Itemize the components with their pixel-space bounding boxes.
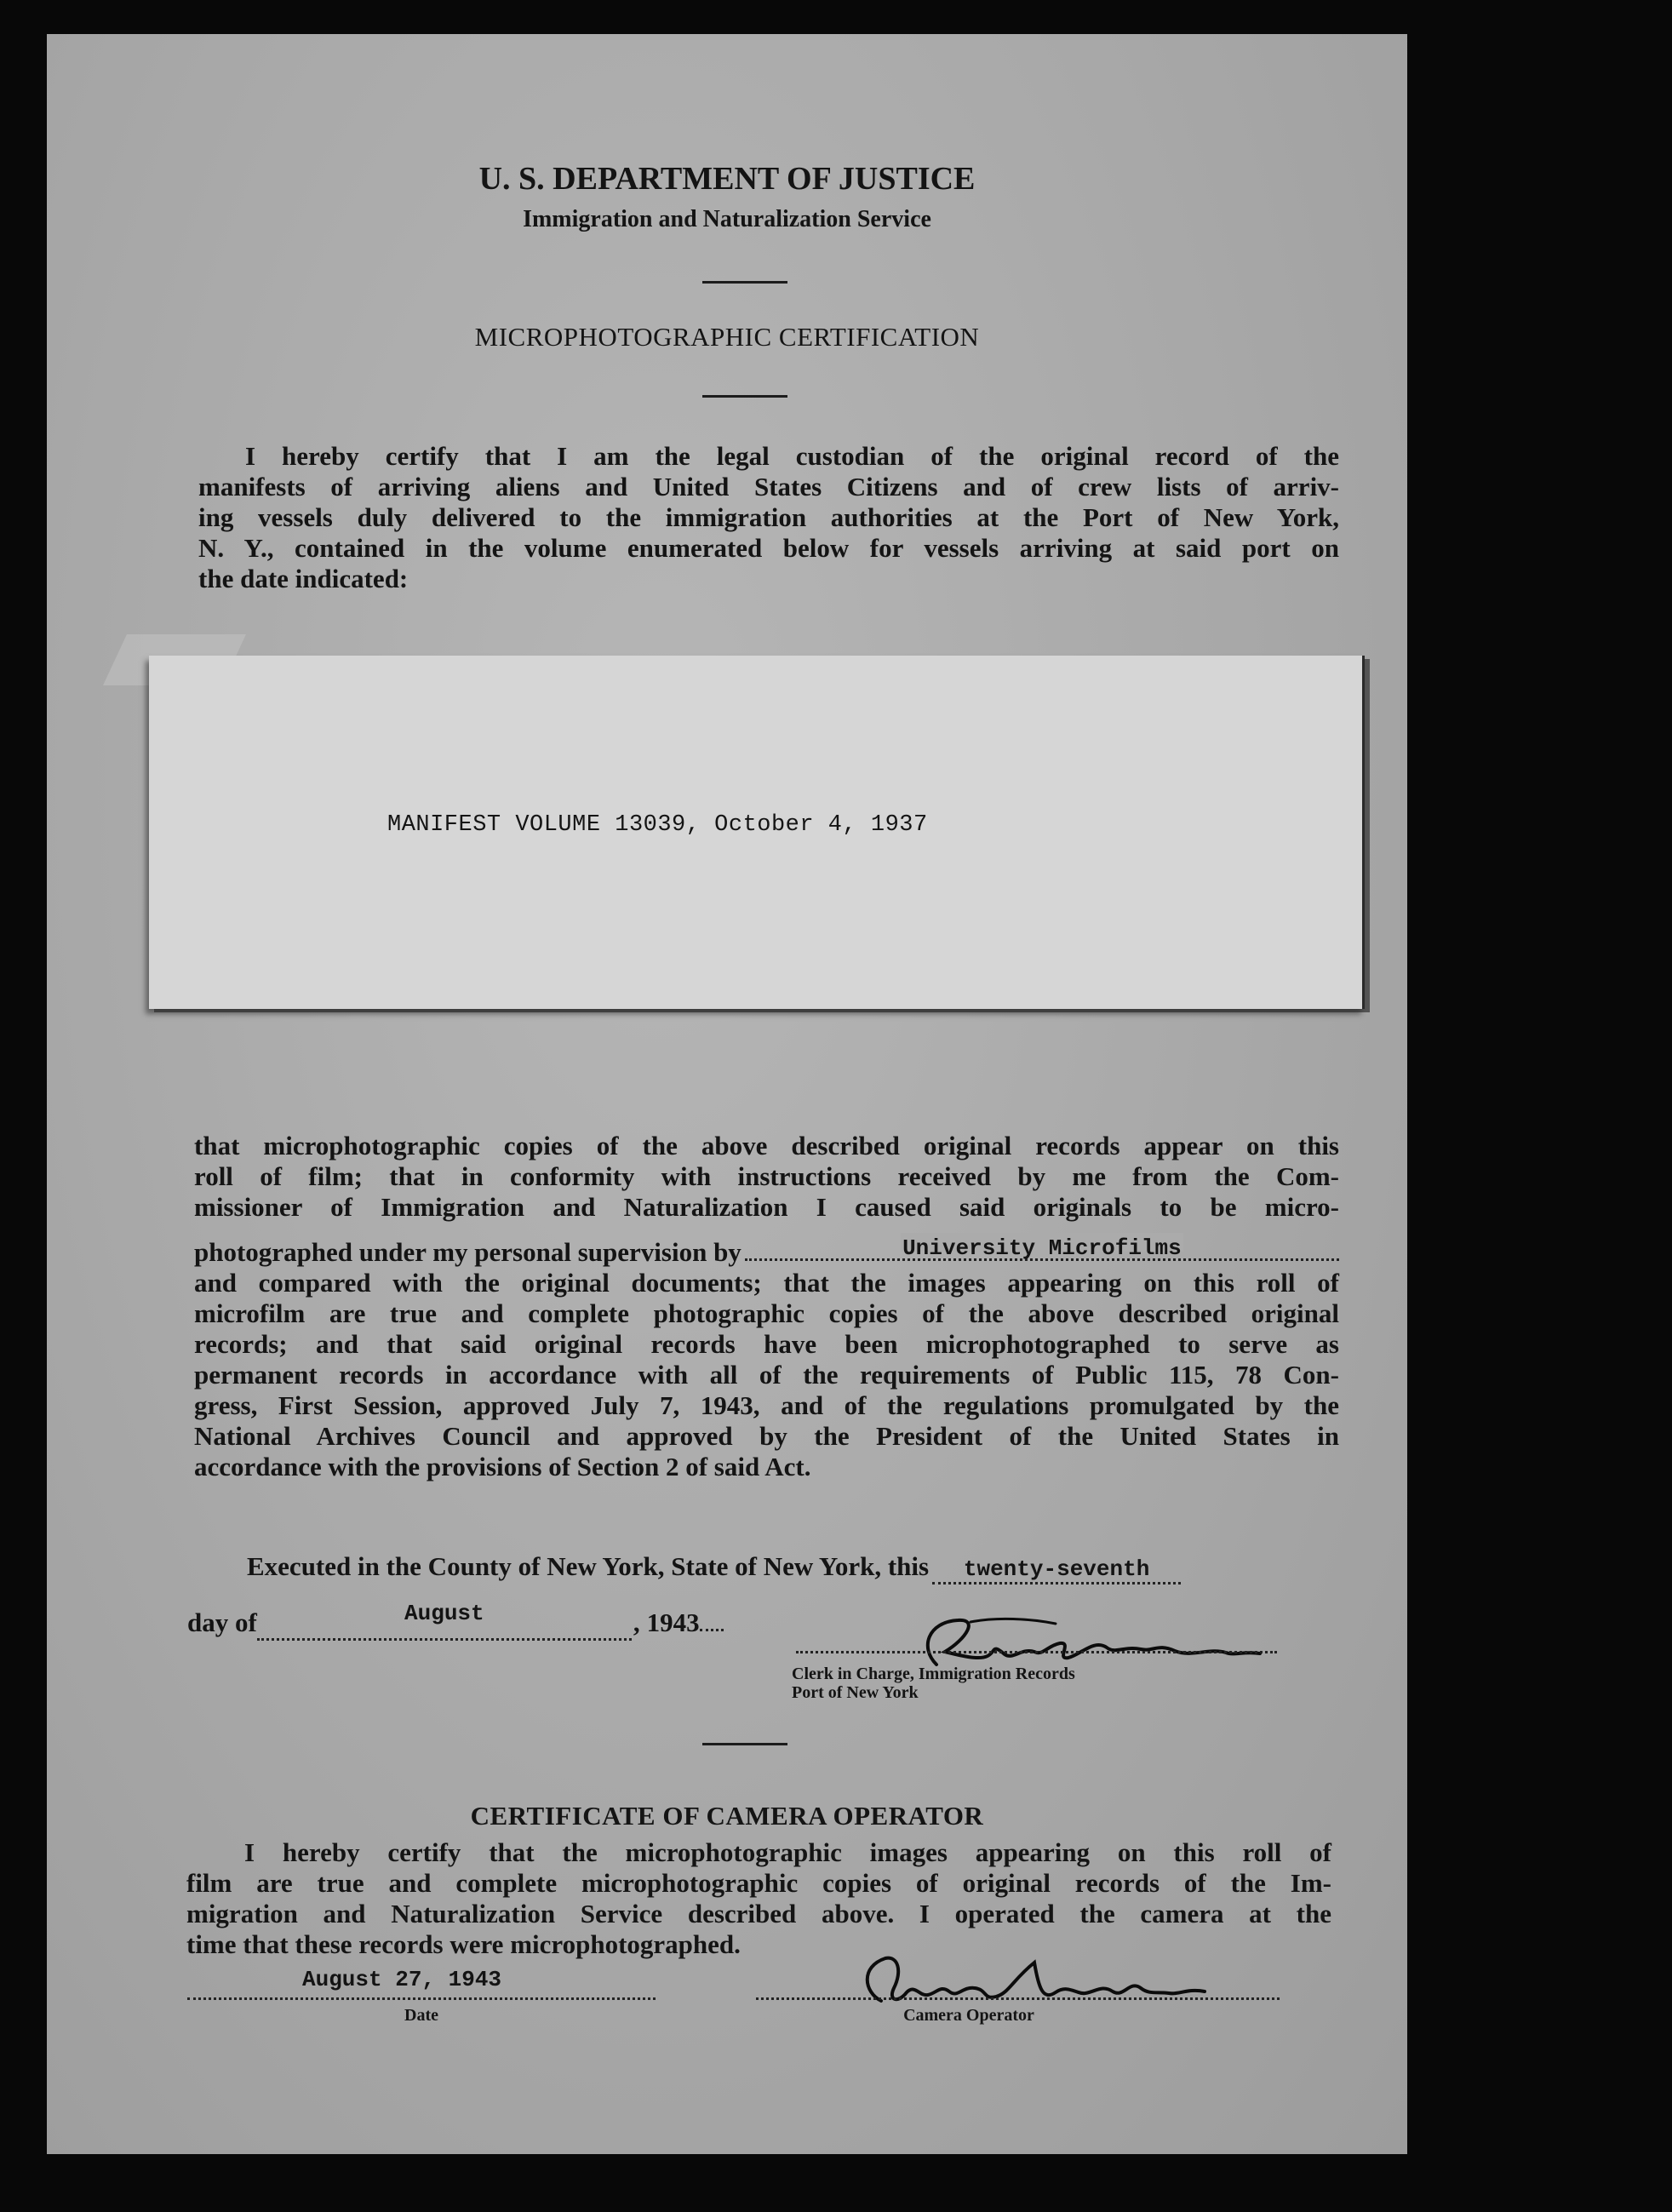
body-line: National Archives Council and approved by the President of the United States in bbox=[194, 1421, 1339, 1451]
date-line bbox=[187, 1996, 656, 2000]
service-subtitle: Immigration and Naturalization Service bbox=[523, 206, 931, 232]
supervision-fill bbox=[745, 1235, 1339, 1261]
camera-line: time that these records were microphotographed. bbox=[186, 1929, 741, 1959]
body-line: gress, First Session, approved July 7, 1943, and of the regulations promulgated by the bbox=[194, 1390, 1339, 1420]
camera-line: film are true and complete microphotographic copies of original records of the Im- bbox=[186, 1868, 1331, 1898]
year-dots bbox=[700, 1608, 724, 1631]
divider-rule bbox=[702, 281, 787, 284]
body-line: permanent records in accordance with all of the requirements of Public 115, 78 Con- bbox=[194, 1360, 1339, 1390]
supervision-line bbox=[194, 1237, 1339, 1268]
operator-signature-line bbox=[756, 1996, 1280, 2000]
department-title: U. S. DEPARTMENT OF JUSTICE bbox=[478, 161, 976, 197]
camera-heading: CERTIFICATE OF CAMERA OPERATOR bbox=[470, 1801, 984, 1831]
body-line: roll of film; that in conformity with instructions received by me from the Com- bbox=[194, 1161, 1339, 1191]
body-paragraph-2 bbox=[194, 1268, 1339, 1482]
operator-label: Camera Operator bbox=[903, 2006, 1034, 2025]
body-paragraph bbox=[194, 1131, 1339, 1223]
operator-signature bbox=[813, 1954, 1256, 2014]
supervision-by-value: University Microfilms bbox=[901, 1233, 1183, 1252]
executed-line bbox=[247, 1551, 1181, 1585]
body-line: and compared with the original documents; that the images appearing on this roll of bbox=[194, 1268, 1339, 1298]
date-label: Date bbox=[404, 2006, 438, 2025]
supervision-prefix: photographed under my personal supervision by bbox=[194, 1237, 742, 1267]
month-fill bbox=[257, 1601, 632, 1641]
body-line: records; and that said original records have been microphotographed to serve as bbox=[194, 1329, 1339, 1359]
executed-prefix: Executed in the County of New York, State of New York, this bbox=[247, 1551, 930, 1581]
clerk-signature-line bbox=[796, 1649, 1277, 1653]
intro-line: ing vessels duly delivered to the immigration authorities at the Port of New York, bbox=[198, 502, 1339, 532]
divider-rule bbox=[702, 395, 787, 398]
divider-rule bbox=[702, 1743, 787, 1745]
year-value: 1943 bbox=[646, 1607, 700, 1637]
day-word-fill bbox=[932, 1554, 1181, 1585]
camera-line: I hereby certify that the microphotographic images appearing on this roll of bbox=[244, 1837, 1331, 1867]
body-line: microfilm are true and complete photographic copies of the above described original bbox=[194, 1298, 1339, 1328]
month-value: August bbox=[404, 1601, 484, 1626]
certification-title: MICROPHOTOGRAPHIC CERTIFICATION bbox=[474, 322, 980, 352]
certificate-page bbox=[47, 34, 1407, 2154]
clerk-title-line2: Port of New York bbox=[792, 1683, 919, 1702]
camera-line: migration and Naturalization Service described above. I operated the camera at the bbox=[186, 1899, 1331, 1928]
day-word-value: twenty-seventh bbox=[963, 1556, 1150, 1582]
manifest-volume-text: MANIFEST VOLUME 13039, October 4, 1937 bbox=[387, 812, 928, 838]
intro-line: manifests of arriving aliens and United States Citizens and of crew lists of arriv- bbox=[198, 472, 1339, 501]
intro-line: the date indicated: bbox=[198, 564, 409, 593]
camera-paragraph bbox=[186, 1837, 1331, 1960]
intro-paragraph bbox=[198, 441, 1339, 594]
date-value: August 27, 1943 bbox=[302, 1967, 502, 1992]
day-of-line bbox=[187, 1601, 724, 1641]
clerk-title bbox=[792, 1665, 1075, 1702]
year-comma: , bbox=[633, 1607, 640, 1637]
intro-line: N. Y., contained in the volume enumerated below for vessels arriving at said port on bbox=[198, 533, 1339, 563]
intro-line: I hereby certify that I am the legal custodian of the original record of the bbox=[245, 441, 1339, 471]
clerk-title-line1: Clerk in Charge, Immigration Records bbox=[792, 1665, 1075, 1683]
body-line: missioner of Immigration and Naturalization I caused said originals to be micro- bbox=[194, 1192, 1339, 1222]
manifest-slip bbox=[149, 656, 1365, 1009]
body-line: accordance with the provisions of Section 2 of said Act. bbox=[194, 1452, 811, 1481]
day-of-label: day of bbox=[187, 1607, 257, 1637]
body-line: that microphotographic copies of the above described original records appear on this bbox=[194, 1131, 1339, 1160]
